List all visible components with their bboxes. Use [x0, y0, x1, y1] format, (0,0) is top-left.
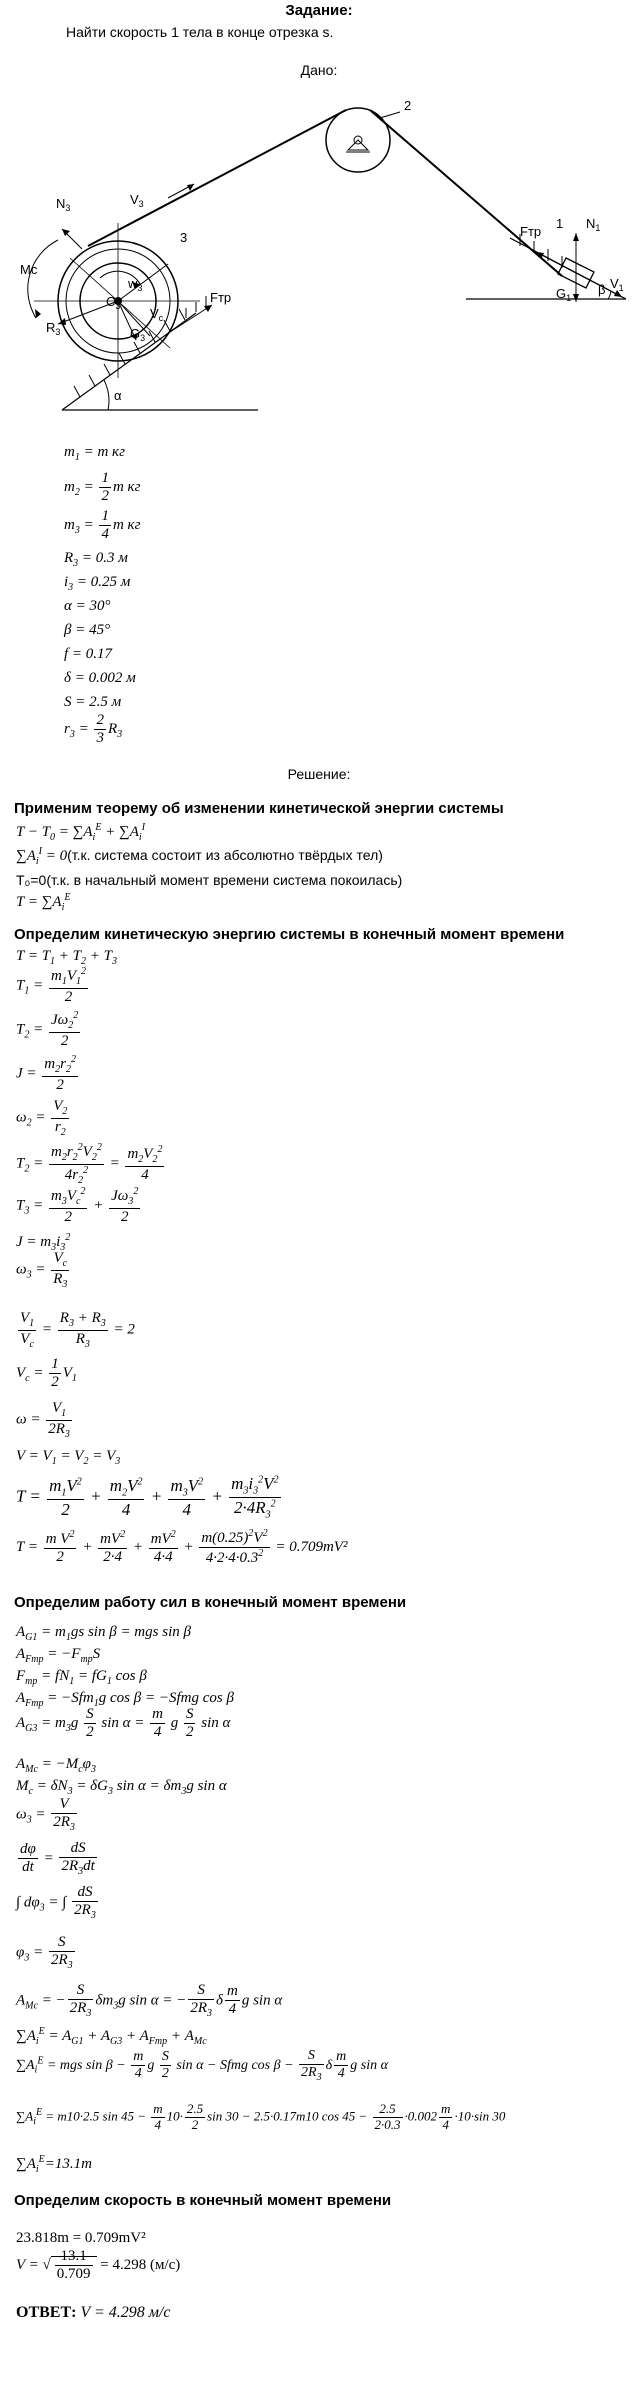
- label-alpha: α: [114, 388, 122, 403]
- label-n3: $N_3$: [56, 196, 71, 213]
- given-m3: $m_3$ = $\frac{1}{4}$ m кг: [64, 508, 141, 543]
- pulley-2: [326, 108, 400, 172]
- eq-a-g1: $A_{G1} = m_1gs$ sin β = mgs sin β: [16, 1624, 191, 1643]
- left-incline: [62, 309, 258, 410]
- eq-theorem: $T - T_0 = \sum A_i^E + \sum A_i^I$: [16, 822, 146, 843]
- eq-internal: $\sum A_i^I = 0(т.к$. система состоит из абсолютно твёрдых тел): [16, 846, 383, 867]
- label-c3: $C_3$: [106, 294, 121, 311]
- eq-omega3-work: $\omega_3$ = $\frac{V}{2R_3}$: [16, 1796, 75, 1834]
- label-v1: $V_1$: [610, 276, 624, 293]
- given-s: S = 2.5 м: [64, 694, 122, 710]
- eq-t2: $T_2$ = $\frac{J\omega_2^2}{2}$: [16, 1010, 79, 1049]
- label-body-3: 3: [180, 230, 188, 245]
- label-body-1: 1: [556, 216, 564, 231]
- eq-j2: J = $\frac{m_2r_2^2}{2}$: [16, 1054, 76, 1093]
- label-n1: $N_1$: [586, 216, 601, 233]
- eq-v: V = √ $\frac{13.1}{0.709}$ = 4.298 (м/с): [16, 2248, 181, 2283]
- eq-v-equal: $V = V_1 = V_2 = V_3$: [16, 1448, 121, 1467]
- mechanism-diagram: [0, 88, 638, 428]
- eq-final: 23.818m = 0.709mV²: [16, 2230, 146, 2246]
- eq-sum-work-2: $\sum A_i^E$ = mgs sin β − $\frac{m}{4}$ g $\frac{S}{2}$ sin α − Sfmg cos β − $\frac{S}{2R_3}$ δ $\frac{m}{4}$ g sin α: [16, 2048, 388, 2083]
- eq-t-total: $T = T_1 + T_2 + T_3$: [16, 948, 117, 967]
- eq-omega: ω = $\frac{V_1}{2R_3}$: [16, 1400, 70, 1440]
- section-work: Определим работу сил в конечный момент времени: [14, 1594, 407, 1611]
- section-theorem: Применим теорему об изменении кинетической энергии системы: [14, 800, 504, 817]
- task-text: Найти скорость 1 тела в конце отрезка s.: [66, 24, 334, 40]
- eq-dphi: $\frac{d\varphi}{dt}$ = $\frac{dS}{2R_3dt}$: [20, 1840, 95, 1878]
- label-g1: $G_1$: [556, 286, 572, 303]
- eq-a-g3: $A_{G3} = m_3g$ $\frac{S}{2}$ sin α = $\frac{m}{4}$ g $\frac{S}{2}$ sin α: [16, 1706, 231, 1741]
- eq-t-symbolic: T = $\frac{m_1V^2}{2}$ + $\frac{m_2V^2}{4}$ + $\frac{m_3V^2}{4}$ + $\frac{m_3i_3^2V^2}{2\cdot 4R_3^2}$: [16, 1474, 279, 1521]
- eq-t1: $T_1$ = $\frac{m_1V_1^2}{2}$: [16, 966, 86, 1005]
- eq-phi3: $\varphi_3$ = $\frac{S}{2R_3}$: [16, 1934, 73, 1972]
- eq-mc: $M_c = \delta N_3 = \delta G_3$ $\sin \alpha = \delta m_3g$ sin α: [16, 1778, 227, 1797]
- eq-ftr: $F_{тр} = fN_1 = fG_1$ cos β: [16, 1668, 147, 1687]
- label-v3: $V_3$: [130, 192, 144, 209]
- label-r3: $R_3$: [46, 320, 61, 337]
- label-beta: β: [598, 282, 606, 297]
- eq-omega2: $\omega_2$ = $\frac{V_2}{r_2}$: [16, 1098, 68, 1138]
- given-label: Дано:: [300, 62, 338, 78]
- eq-t2-expanded: $T_2$ = $\frac{m_2r_2^2V_2^2}{4r_2^2}$ = $\frac{m_2V_2^2}{4}$: [16, 1142, 163, 1186]
- label-ftr-left: Fтр: [210, 290, 232, 305]
- eq-vc: $V_c$ = $\frac{1}{2}$ $V_1$: [16, 1356, 77, 1391]
- given-beta: β = 45°: [64, 622, 111, 638]
- label-g3: $G_3$: [130, 326, 146, 343]
- eq-sum-work-result: $\sum A_i^E=13.1m$: [16, 2154, 92, 2175]
- eq-t-numeric: T = $\frac{m V^2}{2}$ + $\frac{mV^2}{2\cdot 4}$ + $\frac{mV^2}{4\cdot 4}$ + $\frac{m(0.25)^2V^2}{4\cdot 2\cdot 4\cdot 0.3^2}$ = 0.709mV²: [16, 1528, 348, 1567]
- eq-t3: $T_3$ = $\frac{m_3V_c^2}{2}$ + $\frac{J\omega_3^2}{2}$: [16, 1186, 139, 1225]
- given-i3: $i_3 = 0.25$ м: [64, 574, 131, 593]
- note-t0: T₀=0(т.к. в начальный момент времени система покоилась): [16, 872, 403, 888]
- answer: ОТВЕТ: V = 4.298 м/с: [16, 2304, 171, 2321]
- given-r3-small: $r_3$ = $\frac{2}{3}$ $R_3$: [64, 712, 123, 747]
- task-label: Задание:: [285, 2, 353, 19]
- section-velocity: Определим скорость в конечный момент времени: [14, 2192, 392, 2209]
- block-1: [536, 233, 622, 302]
- eq-sum-work: $\sum A_i^E = A_{G1} + A_{G3} + A_{Fтр} + A_{Mc}$: [16, 2026, 207, 2047]
- label-vc: $V_c$: [150, 306, 164, 323]
- label-pulley-2: 2: [404, 98, 412, 113]
- eq-omega3: $\omega_3$ = $\frac{V_c}{R_3}$: [16, 1250, 68, 1290]
- label-mc: Mc: [20, 262, 38, 277]
- eq-a-mc-2: $A_{Mc}$ = − $\frac{S}{2R_3}$ $\delta m_3g$ sin α = − $\frac{S}{2R_3}$ δ $\frac{m}{4}$ g sin α: [16, 1982, 283, 2020]
- label-w3: $w_3$: [128, 276, 143, 293]
- given-r3: $R_3 = 0.3$ м: [64, 550, 128, 569]
- label-ftr-right: Fтр: [520, 224, 542, 239]
- eq-ratio: $\frac{V_1}{V_c}$ = $\frac{R_3 + R_3}{R_3}$ = 2: [20, 1310, 135, 1350]
- rope-left: [88, 110, 346, 246]
- eq-integral: ∫ $d\varphi_3$ = ∫ $\frac{dS}{2R_3}$: [16, 1884, 96, 1922]
- given-alpha: α = 30°: [64, 598, 111, 614]
- eq-a-mc: $A_{Mc} = -M_c\varphi_3$: [16, 1756, 96, 1775]
- solution-label: Решение:: [287, 766, 351, 782]
- given-delta: δ = 0.002 м: [64, 670, 136, 686]
- given-m1: $m_1 = m$ кг: [64, 444, 125, 463]
- eq-t-sum: $T = \sum A_i^E$: [16, 892, 71, 913]
- eq-a-ftr: $A_{Fтр} = -F_{тр}S$: [16, 1646, 101, 1665]
- section-kinetic: Определим кинетическую энергию системы в конечный момент времени: [14, 926, 565, 943]
- given-m2: $m_2$ = $\frac{1}{2}$ m кг: [64, 470, 141, 505]
- eq-j3: $J = m_3i_3^2$: [16, 1232, 71, 1253]
- eq-sum-work-numeric: $\sum A_i^E = m10\cdot 2.5$ sin 45 − $\frac{m}{4}$ 10· $\frac{2.5}{2}$ sin 30 − 2.5·0.17m10 cos 45 − $\frac{2.5}{2\cdot 0.3}$ ·0.002 $\frac{m}{4}$ ·10·sin 30: [16, 2101, 506, 2132]
- eq-a-ftr-2: $A_{Fтр} = -Sfm_1g$ cos β = −Sfmg cos β: [16, 1690, 234, 1709]
- given-f: f = 0.17: [64, 646, 113, 662]
- rope-right: [370, 110, 562, 276]
